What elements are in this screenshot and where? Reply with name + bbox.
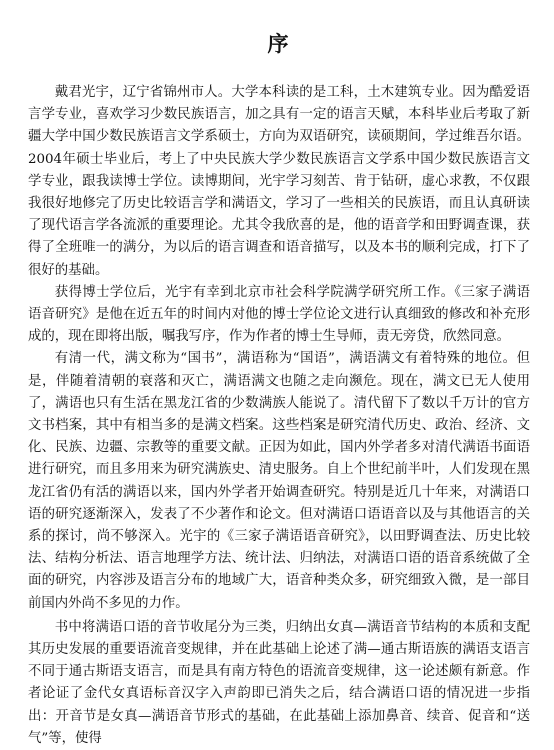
paragraph: 获得博士学位后，光宇有幸到北京市社会科学院满学研究所工作。《三家子满语语音研究》是他在近五年的时间内对他的博士学位论文进行认真细致的修改和补充形成的，现在即将出版，嘱我写序，作为作者的博士生导师，责无旁贷，欣然同意。 (28, 284, 530, 345)
page-title: 序 (267, 31, 291, 56)
paragraph: 书中将满语口语的音节收尾分为三类，归纳出女真—满语音节结构的本质和支配其历史发展的重要语流音变规律，并在此基础上论述了满—通古斯语族的满语支语言不同于通古斯语支语言，而是具有南方特色的语流音变规律，这一论述颇有新意。作者论证了金代女真语标音汉字入声韵即已消失之后，结合满语口语的情况进一步指出：开音节是女真—满语音节形式的基础，在此基础上添加鼻音、续音、促音和“送气”等，使得 (28, 619, 530, 746)
paragraph: 有清一代，满文称为“国书”，满语称为“国语”，满语满文有着特殊的地位。但是，伴随着清朝的衰落和灭亡，满语满文也随之走向濒危。现在，满文已无人使用了，满语也只有生活在黑龙江省的少数满族人能说了。清代留下了数以千万计的官方文书档案，其中有相当多的是满文档案。这些档案是研究清代历史、政治、经济、文化、民族、边疆、宗教等的重要文献。正因为如此，国内外学者多对清代满语书面语进行研究，而且多用来为研究满族史、清史服务。自上个世纪前半叶，人们发现在黑龙江省仍有活的满语以来，国内外学者开始调查研究。特别是近几十年来，对满语口语的研究逐渐深入，发表了不少著作和论文。但对满语口语语音以及与其他语言的关系的探讨，尚不够深入。光宇的《三家子满语语音研究》，以田野调查法、历史比较法、结构分析法、语言地理学方法、统计法、归纳法，对满语口语的语音系统做了全面的研究，内容涉及语言分布的地域广大，语音种类众多，研究细致入微，是一部目前国内外尚不多见的力作。 (28, 351, 530, 611)
paragraph: 戴君光宇，辽宁省锦州市人。大学本科读的是工科，土木建筑专业。因为酷爱语言学专业，喜欢学习少数民族语言，加之具有一定的语言天赋，本科毕业后考取了新疆大学中国少数民族语言文学系硕士，方向为双语研究，读硕期间，学过维吾尔语。2004年硕士毕业后，考上了中央民族大学少数民族语言文学系中国少数民族语言文学专业，跟我读博士学位。读博期间，光宇学习刻苦、肯于钻研，虚心求教，不仅跟我很好地修完了历史比较语言学和满语文，学习了一些相关的民族语，而且认真研读了现代语言学各流派的重要理论。尤其令我欣喜的是，他的语音学和田野调查课，获得了全班唯一的满分，为以后的语言调查和语音描写，以及本书的顺利完成，打下了很好的基础。 (28, 85, 530, 278)
